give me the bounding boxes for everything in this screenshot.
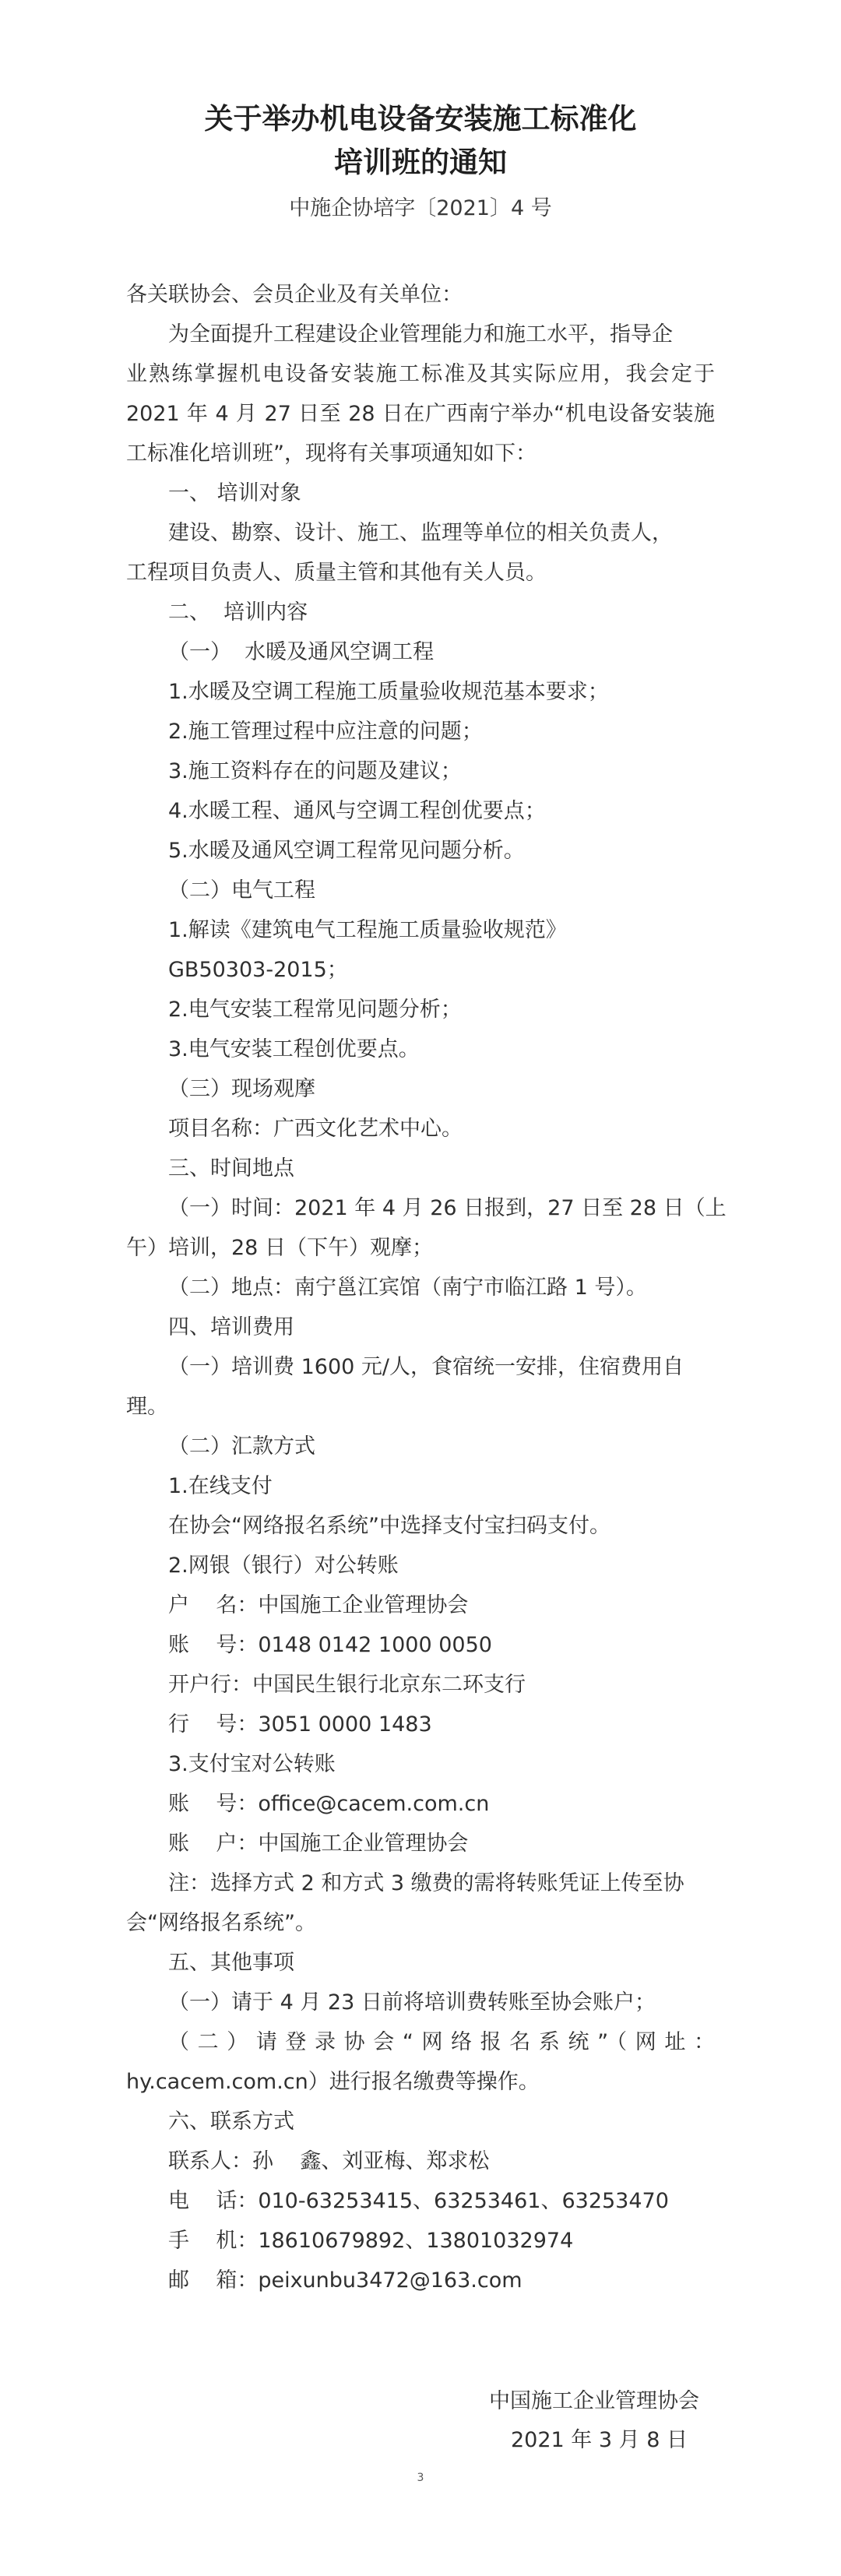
- signature-organization: 中国施工企业管理协会: [489, 2389, 699, 2413]
- body-line: 账 号：office@cacem.com.cn: [168, 1792, 490, 1816]
- title-line-1: 关于举办机电设备安装施工标准化: [204, 102, 637, 135]
- body-line: 1.水暖及空调工程施工质量验收规范基本要求；: [168, 680, 609, 704]
- body-line: 手 机：18610679892、13801032974: [168, 2229, 574, 2253]
- body-line: 建设、勘察、设计、施工、监理等单位的相关负责人，: [168, 521, 673, 545]
- body-line: （二）地点：南宁邕江宾馆（南宁市临江路 1 号）。: [168, 1276, 647, 1300]
- body-line: 业熟练掌握机电设备安装施工标准及其实际应用，我会定于: [126, 362, 715, 386]
- body-line: 五、其他事项: [168, 1951, 294, 1975]
- body-line: （二）请登录协会“网络报名系统”（网址：: [168, 2030, 715, 2054]
- body-line: GB50303-2015；: [168, 958, 348, 982]
- body-line: 工程项目负责人、质量主管和其他有关人员。: [126, 561, 547, 585]
- body-line: 户 名：中国施工企业管理协会: [168, 1593, 469, 1617]
- body-line: （二）汇款方式: [168, 1434, 315, 1459]
- body-line: 理。: [126, 1395, 168, 1419]
- body-line: （二）电气工程: [168, 878, 315, 903]
- body-line: 电 话：010-63253415、63253461、63253470: [168, 2189, 669, 2213]
- body-line: 午）培训，28 日（下午）观摩；: [126, 1236, 433, 1260]
- body-line: 一、 培训对象: [168, 481, 301, 505]
- body-line: 1.在线支付: [168, 1474, 273, 1498]
- body-line: 为全面提升工程建设企业管理能力和施工水平，指导企: [168, 322, 673, 347]
- body-line: 2021 年 4 月 27 日至 28 日在广西南宁举办“机电设备安装施: [126, 402, 715, 426]
- title-line-2: 培训班的通知: [334, 146, 507, 179]
- page-number: 3: [417, 2472, 424, 2484]
- body-line: hy.cacem.com.cn）进行报名缴费等操作。: [126, 2070, 540, 2094]
- signature-date: 2021 年 3 月 8 日: [511, 2428, 688, 2452]
- body-line: 项目名称：广西文化艺术中心。: [168, 1117, 463, 1141]
- body-line: 5.水暖及通风空调工程常见问题分析。: [168, 839, 525, 863]
- document-number: 中施企协培字〔2021〕4 号: [289, 196, 552, 220]
- body-line: 开户行：中国民生银行北京东二环支行: [168, 1673, 526, 1697]
- body-line: 2.网银（银行）对公转账: [168, 1554, 399, 1578]
- body-line: 工标准化培训班”，现将有关事项通知如下：: [126, 442, 537, 466]
- body-line: （一）培训费 1600 元/人，食宿统一安排，住宿费用自: [168, 1355, 684, 1379]
- body-line: 在协会“网络报名系统”中选择支付宝扫码支付。: [168, 1514, 611, 1538]
- body-line: 各关联协会、会员企业及有关单位：: [126, 283, 463, 307]
- body-line: 3.施工资料存在的问题及建议；: [168, 759, 462, 783]
- body-line: （一）时间：2021 年 4 月 26 日报到，27 日至 28 日（上: [168, 1196, 727, 1220]
- body-line: 二、 培训内容: [168, 600, 308, 625]
- body-line: 六、联系方式: [168, 2110, 294, 2134]
- body-line: 账 户：中国施工企业管理协会: [168, 1832, 469, 1856]
- body-line: 邮 箱：peixunbu3472@163.com: [168, 2268, 523, 2293]
- body-line: 会“网络报名系统”。: [126, 1911, 316, 1935]
- body-line: （三）现场观摩: [168, 1077, 315, 1101]
- body-line: 3.电气安装工程创优要点。: [168, 1037, 420, 1061]
- body-line: 4.水暖工程、通风与空调工程创优要点；: [168, 799, 546, 823]
- body-line: 2.电气安装工程常见问题分析；: [168, 998, 462, 1022]
- body-line: 注：选择方式 2 和方式 3 缴费的需将转账凭证上传至协: [168, 1871, 684, 1895]
- body-line: 行 号：3051 0000 1483: [168, 1712, 432, 1737]
- body-line: 四、培训费用: [168, 1315, 294, 1339]
- body-line: 2.施工管理过程中应注意的问题；: [168, 720, 483, 744]
- body-line: 联系人：孙 鑫、刘亚梅、郑求松: [168, 2149, 490, 2173]
- body-line: （一）请于 4 月 23 日前将培训费转账至协会账户；: [168, 1990, 656, 2015]
- body-line: （一） 水暖及通风空调工程: [168, 640, 435, 664]
- body-line: 1.解读《建筑电气工程施工质量验收规范》: [168, 918, 567, 942]
- body-line: 账 号：0148 0142 1000 0050: [168, 1633, 492, 1657]
- body-line: 3.支付宝对公转账: [168, 1752, 336, 1776]
- body-line: 三、时间地点: [168, 1156, 294, 1181]
